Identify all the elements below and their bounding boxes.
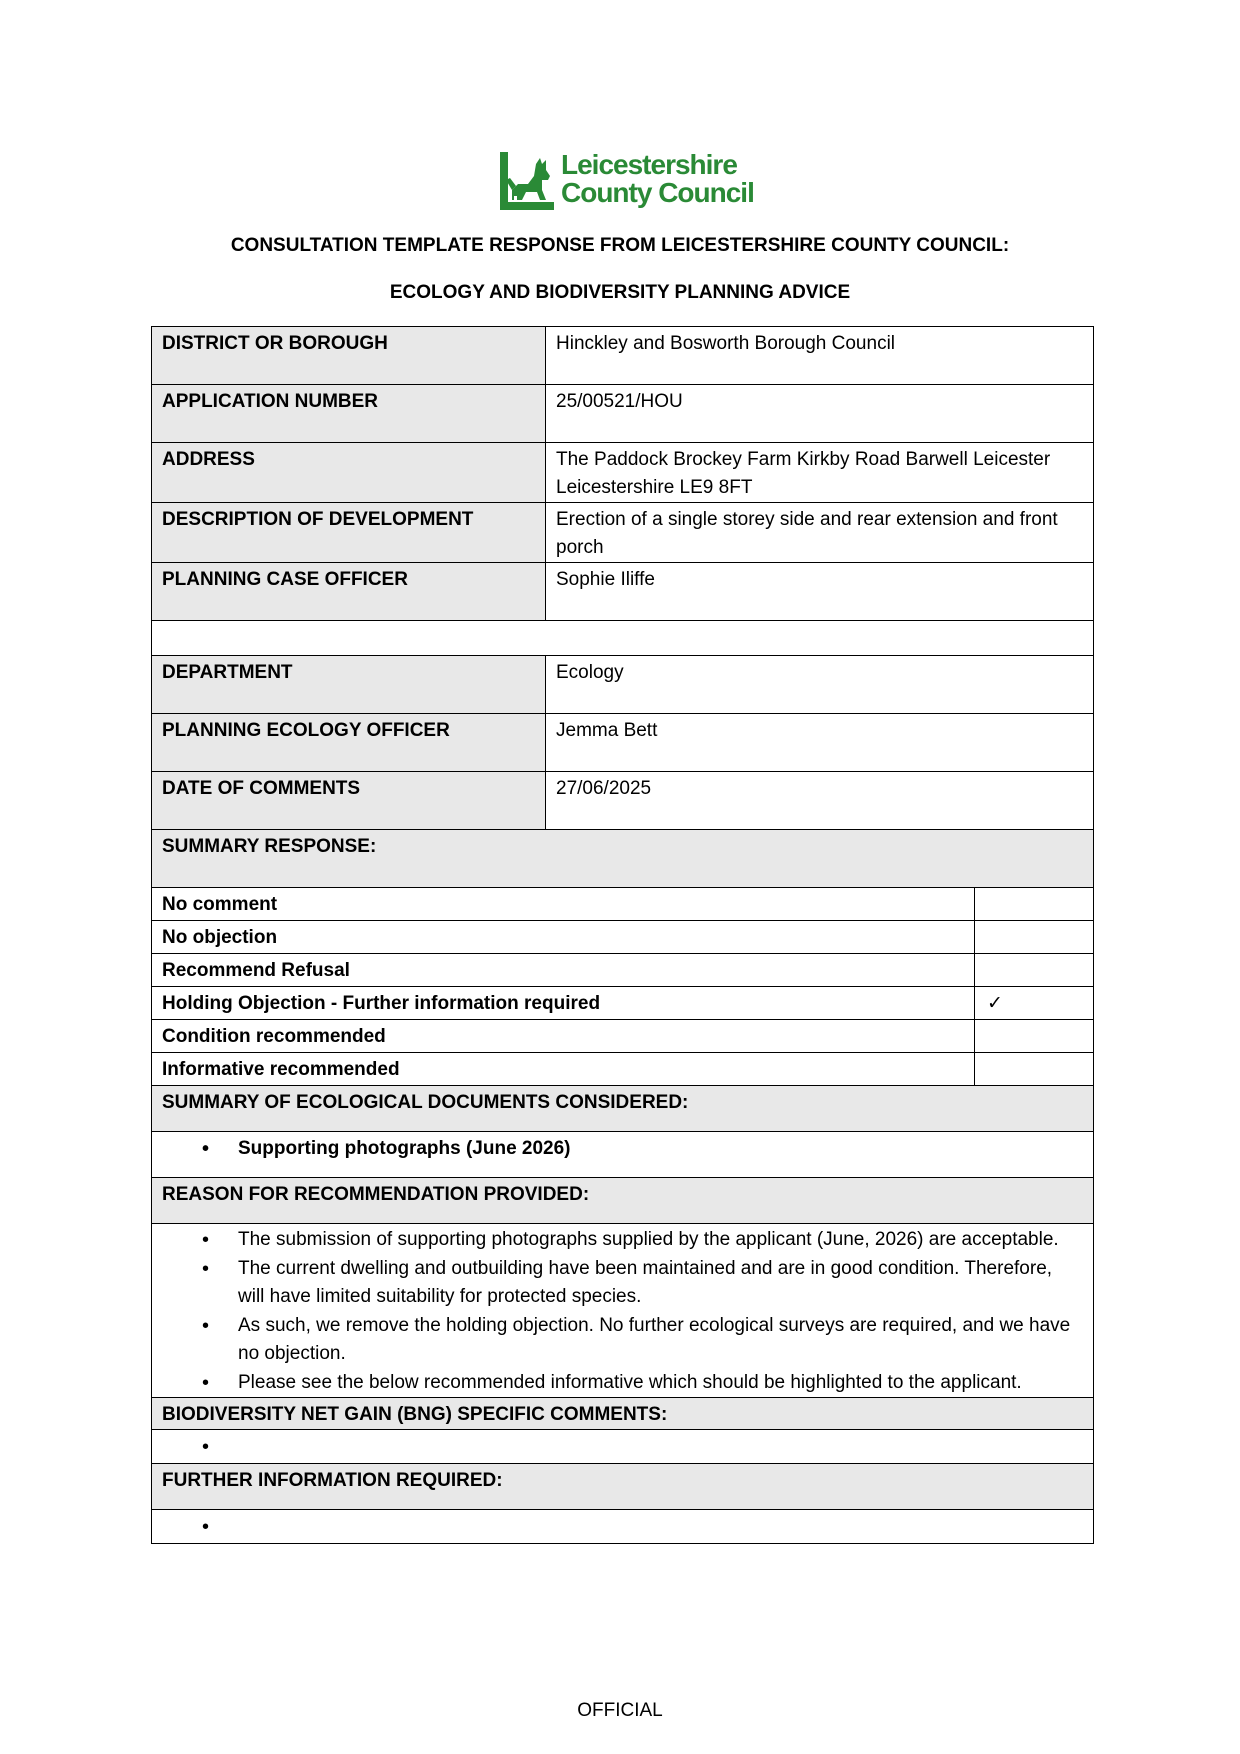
- list-item: [238, 1513, 1083, 1542]
- option-check-cell: [975, 1053, 1094, 1086]
- option-label: Condition recommended: [152, 1020, 975, 1053]
- description-value: Erection of a single storey side and rear extension and front porch: [546, 503, 1094, 563]
- list-item: • As such, we remove the holding objection. No further ecological surveys are required, and we have no objection.: [238, 1312, 1083, 1369]
- documents-row: [152, 1132, 1094, 1178]
- logo-line-2: County Council: [561, 177, 754, 208]
- case-officer-value: Sophie Iliffe: [546, 563, 1094, 621]
- council-logo: [498, 150, 758, 212]
- bng-row: [152, 1430, 1094, 1464]
- documents-cell: [152, 1132, 1094, 1178]
- further-list: [162, 1513, 1083, 1542]
- further-heading: FURTHER INFORMATION REQUIRED:: [152, 1464, 1094, 1510]
- bng-list: [162, 1433, 1083, 1462]
- ecology-officer-label: PLANNING ECOLOGY OFFICER: [152, 714, 546, 772]
- case-officer-label: PLANNING CASE OFFICER: [152, 563, 546, 621]
- document-title: CONSULTATION TEMPLATE RESPONSE FROM LEICESTERSHIRE COUNTY COUNCIL:: [230, 235, 1010, 256]
- list-item: [238, 1433, 1083, 1462]
- reason-cell: [152, 1224, 1094, 1398]
- option-label: Recommend Refusal: [152, 954, 975, 987]
- option-label: Informative recommended: [152, 1053, 975, 1086]
- option-row: [152, 921, 1094, 954]
- spacer-cell: [152, 621, 1094, 656]
- description-row: [152, 503, 1094, 563]
- further-row: [152, 1510, 1094, 1544]
- case-officer-row: [152, 563, 1094, 621]
- reason-row: [152, 1224, 1094, 1398]
- list-item: • The submission of supporting photographs supplied by the applicant (June, 2026) are acceptable.: [238, 1226, 1083, 1255]
- district-value: Hinckley and Bosworth Borough Council: [546, 327, 1094, 385]
- department-label: DEPARTMENT: [152, 656, 546, 714]
- option-row: [152, 987, 1094, 1020]
- option-check-cell: [975, 954, 1094, 987]
- option-check-cell: [975, 1020, 1094, 1053]
- option-row: [152, 888, 1094, 921]
- reason-heading: REASON FOR RECOMMENDATION PROVIDED:: [152, 1178, 1094, 1224]
- address-label: ADDRESS: [152, 443, 546, 503]
- logo-line-1: Leicestershire: [561, 149, 737, 180]
- description-label: DESCRIPTION OF DEVELOPMENT: [152, 503, 546, 563]
- summary-heading-row: [152, 830, 1094, 888]
- list-item: • Supporting photographs (June 2026): [238, 1135, 1083, 1164]
- reason-heading-row: [152, 1178, 1094, 1224]
- address-value: The Paddock Brockey Farm Kirkby Road Barwell Leicester Leicestershire LE9 8FT: [546, 443, 1094, 503]
- documents-list: [162, 1135, 1083, 1164]
- footer-classification: OFFICIAL: [577, 1700, 663, 1721]
- further-heading-row: [152, 1464, 1094, 1510]
- option-row: [152, 1020, 1094, 1053]
- consultation-table: [151, 326, 1094, 1544]
- date-label: DATE OF COMMENTS: [152, 772, 546, 830]
- ecology-officer-row: [152, 714, 1094, 772]
- checkmark-icon: ✓: [975, 987, 1094, 1020]
- summary-heading: SUMMARY RESPONSE:: [152, 830, 1094, 888]
- fox-crest-icon: [498, 150, 556, 212]
- date-row: [152, 772, 1094, 830]
- list-item: • The current dwelling and outbuilding have been maintained and are in good condition. Therefore, will have limited suitability for protected species.: [238, 1255, 1083, 1312]
- bng-heading: BIODIVERSITY NET GAIN (BNG) SPECIFIC COMMENTS:: [152, 1398, 1094, 1430]
- district-label: DISTRICT OR BOROUGH: [152, 327, 546, 385]
- document-subtitle: ECOLOGY AND BIODIVERSITY PLANNING ADVICE: [389, 282, 851, 303]
- option-label: No objection: [152, 921, 975, 954]
- option-row: [152, 1053, 1094, 1086]
- option-label: Holding Objection - Further information required: [152, 987, 975, 1020]
- application-value: 25/00521/HOU: [546, 385, 1094, 443]
- bng-heading-row: [152, 1398, 1094, 1430]
- bng-cell: [152, 1430, 1094, 1464]
- option-check-cell: [975, 888, 1094, 921]
- documents-heading: SUMMARY OF ECOLOGICAL DOCUMENTS CONSIDERED:: [152, 1086, 1094, 1132]
- further-cell: [152, 1510, 1094, 1544]
- spacer-row: [152, 621, 1094, 656]
- district-row: [152, 327, 1094, 385]
- department-row: [152, 656, 1094, 714]
- application-label: APPLICATION NUMBER: [152, 385, 546, 443]
- documents-heading-row: [152, 1086, 1094, 1132]
- application-row: [152, 385, 1094, 443]
- list-item: • Please see the below recommended informative which should be highlighted to the applicant.: [238, 1369, 1083, 1398]
- department-value: Ecology: [546, 656, 1094, 714]
- date-value: 27/06/2025: [546, 772, 1094, 830]
- ecology-officer-value: Jemma Bett: [546, 714, 1094, 772]
- option-check-cell: [975, 921, 1094, 954]
- option-label: No comment: [152, 888, 975, 921]
- address-row: [152, 443, 1094, 503]
- option-row: [152, 954, 1094, 987]
- reason-list: [162, 1226, 1083, 1397]
